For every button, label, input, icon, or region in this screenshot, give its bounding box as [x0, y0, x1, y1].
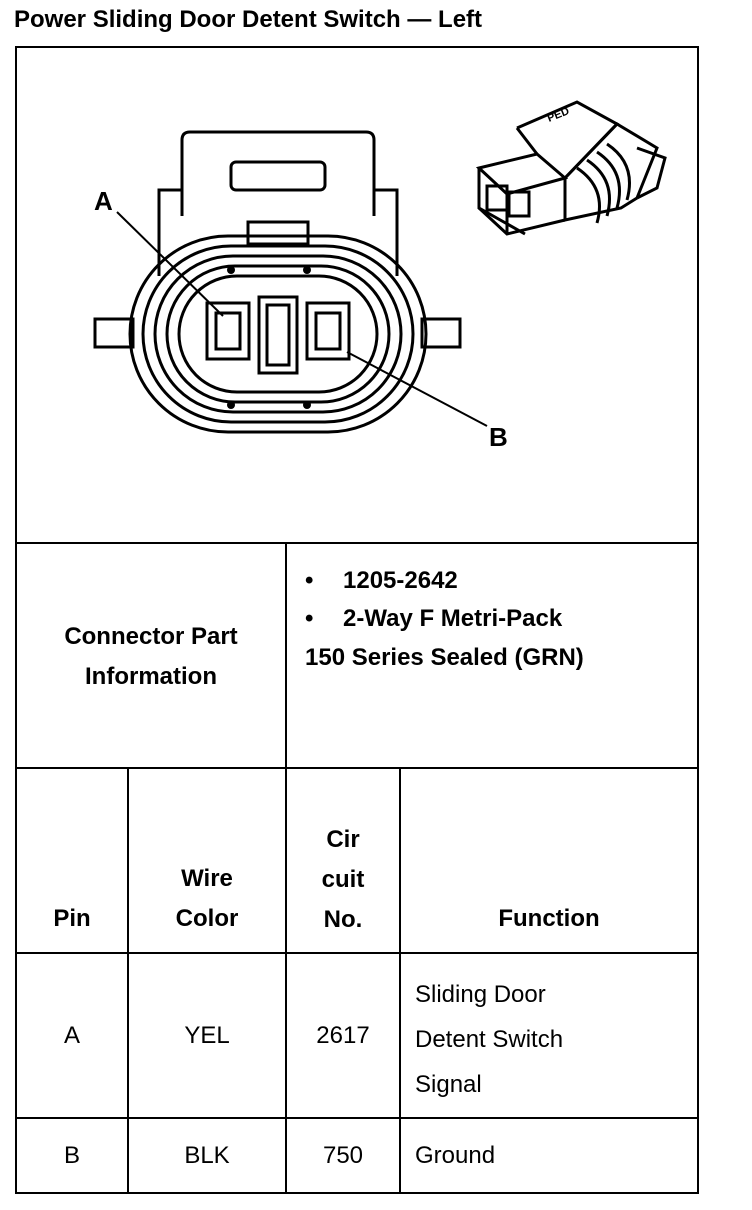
connector-3d-view [479, 102, 665, 234]
inner-face [179, 276, 377, 392]
row-a-function-line3: Signal [415, 1071, 482, 1098]
center-key-outer [259, 297, 297, 373]
column-divider-pin [127, 767, 129, 1192]
header-function: Function [498, 905, 600, 932]
center-key-inner [267, 305, 289, 365]
row-b-function: Ground [415, 1142, 496, 1169]
connector-info-label-line1: Connector Part [64, 623, 238, 650]
header-wire-color [129, 859, 285, 939]
header-pin: Pin [53, 905, 91, 932]
right-side-tab [422, 319, 460, 347]
cavity-b-outer [307, 303, 349, 359]
seal-ring-2 [155, 256, 401, 412]
connector-drawing [17, 48, 697, 544]
header-circuit-line1: Cir [326, 826, 360, 853]
top-notch [248, 222, 308, 244]
connector-type: 2-Way F Metri-Pack [343, 605, 563, 632]
connector-tab-label: PED [545, 105, 572, 125]
left-side-tab [95, 319, 133, 347]
connector-face-view [17, 48, 697, 544]
header-circuit-line2: cuit [321, 866, 365, 893]
callout-b: B [489, 422, 508, 452]
cavity-a-outer [207, 303, 249, 359]
connector-sheet [15, 46, 699, 1194]
connector-series: 150 Series Sealed (GRN) [305, 644, 584, 671]
row-a-wire-color: YEL [184, 1022, 230, 1049]
row-a-pin: A [63, 1022, 80, 1049]
cavity-a-inner [216, 313, 240, 349]
row-a-function [415, 972, 685, 1107]
row-a-border [17, 1117, 697, 1119]
latch-window [231, 162, 325, 190]
header-circuit-line3: No. [323, 906, 363, 933]
connector-info-label [17, 617, 285, 697]
callout-b-leader [347, 352, 487, 426]
bullet: • [305, 567, 314, 594]
latch-housing [182, 132, 374, 216]
column-divider-function [399, 767, 401, 1192]
connector-info-label-line2: Information [85, 663, 217, 690]
header-circuit-number [287, 820, 399, 940]
bullet: • [305, 605, 314, 632]
housing-shoulders [159, 190, 397, 276]
header-wire-color-line2: Color [175, 905, 239, 932]
cavity-b-inner [316, 313, 340, 349]
page-title: Power Sliding Door Detent Switch — Left [14, 6, 483, 33]
table-top-border [17, 542, 697, 544]
header-wire-color-line1: Wire [181, 865, 233, 892]
info-section-border [17, 767, 697, 769]
row-b-pin: B [63, 1142, 80, 1169]
header-row-border [17, 952, 697, 954]
callout-a-leader [117, 212, 223, 316]
row-b-wire-color: BLK [184, 1142, 230, 1169]
part-number: 1205-2642 [343, 567, 458, 594]
row-a-circuit: 2617 [316, 1022, 370, 1049]
seal-ring-3 [167, 266, 389, 402]
callout-a: A [94, 186, 113, 216]
row-a-function-line2: Detent Switch [415, 1026, 564, 1053]
row-b-circuit: 750 [322, 1142, 364, 1169]
row-a-function-line1: Sliding Door [415, 981, 546, 1008]
